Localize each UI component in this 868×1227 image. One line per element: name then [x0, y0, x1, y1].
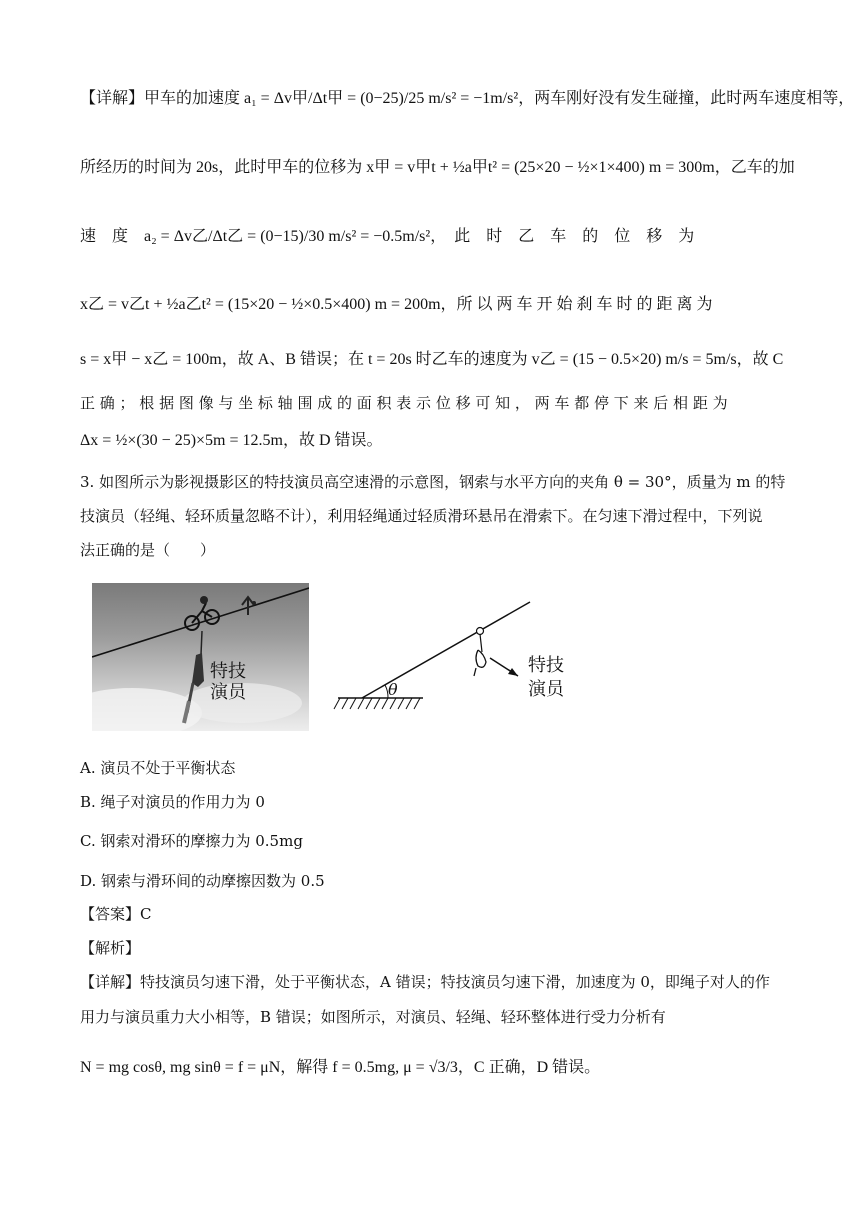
photo-label-line-2: 演员	[210, 682, 246, 703]
detail1-line-2: 所经历的时间为 20s，此时甲车的位移为 x甲 = v甲t + ½a甲t² = (25×20 − ½×1×400) m = 300m，乙车的加	[80, 159, 795, 176]
performer-figure	[476, 650, 486, 667]
option-d: D. 钢索与滑环间的动摩擦因数为 0.5	[80, 872, 325, 890]
option-c: C. 钢索对滑环的摩擦力为 0.5mg	[80, 832, 303, 850]
detail1-line-5: s = x甲 − x乙 = 100m，故 A、B 错误；在 t = 20s 时乙车的速度为 v乙 = (15 − 0.5×20) m/s = 5m/s，故 C	[80, 351, 784, 368]
detail2-line-1: 【详解】特技演员匀速下滑，处于平衡状态，A 错误；特技演员匀速下滑，加速度为 0，即绳子对人的作	[80, 973, 770, 991]
detail1-line-7: Δx = ½×(30 − 25)×5m = 12.5m，故 D 错误。	[80, 432, 383, 449]
schematic-diagram	[330, 590, 610, 720]
theta-label: θ	[388, 680, 398, 699]
pointer-arrow-head	[508, 668, 518, 676]
photo-label-line-1: 特技	[210, 661, 246, 682]
answer-line: 【答案】C	[80, 905, 152, 923]
option-b: B. 绳子对演员的作用力为 0	[80, 793, 265, 811]
question-line-2: 技演员（轻绳、轻环质量忽略不计），利用轻绳通过轻质滑环悬吊在滑索下。在匀速下滑过程中，下列说	[80, 507, 763, 525]
detail1-line-4: x乙 = v乙t + ½a乙t² = (15×20 − ½×0.5×400) m = 200m，所 以 两 车 开 始 刹 车 时 的 距 离 为	[80, 296, 713, 313]
detail1-line-6: 正 确 ； 根 据 图 像 与 坐 标 轴 围 成 的 面 积 表 示 位 移 可 知 ， 两 车 都 停 下 来 后 相 距 为	[80, 394, 728, 412]
detail1-line-3: 速 度 a₂ = Δv乙/Δt乙 = (0−15)/30 m/s² = −0.5m/s²， 此 时 乙 车 的 位 移 为	[80, 228, 695, 245]
detail2-line-3: N = mg cosθ, mg sinθ = f = μN，解得 f = 0.5mg, μ = √3/3，C 正确，D 错误。	[80, 1059, 601, 1076]
question-line-3: 法正确的是（ ）	[80, 541, 216, 559]
option-a: A. 演员不处于平衡状态	[80, 759, 236, 777]
detail2-line-2: 用力与演员重力大小相等，B 错误；如图所示，对演员、轻绳、轻环整体进行受力分析有	[80, 1008, 666, 1026]
light-rope	[480, 634, 482, 652]
diagram-label-line-2: 演员	[528, 679, 564, 700]
ground-hatching	[334, 698, 420, 709]
slide-ring	[477, 628, 484, 635]
diagram-label-line-1: 特技	[528, 655, 564, 676]
performer-leg	[474, 668, 476, 676]
analysis-heading: 【解析】	[80, 939, 141, 957]
stunt-photo-drawing	[92, 583, 309, 731]
stunt-photo	[92, 583, 309, 731]
question-line-1: 3. 如图所示为影视摄影区的特技演员高空速滑的示意图，钢索与水平方向的夹角 θ = 30°，质量为 m 的特	[80, 473, 786, 491]
detail1-line-1: 【详解】甲车的加速度 a₁ = Δv甲/Δt甲 = (0−25)/25 m/s² = −1m/s²，两车刚好没有发生碰撞，此时两车速度相等，	[80, 90, 855, 107]
